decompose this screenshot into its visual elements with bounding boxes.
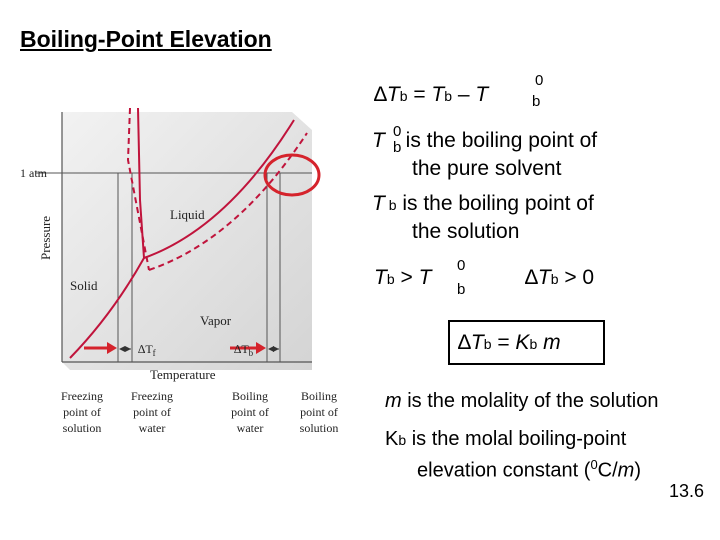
def-tb0-line1: T is the boiling point of xyxy=(372,129,598,152)
eq1-zero-sup: 0 xyxy=(535,72,544,89)
def-tb0-line2: the pure solvent xyxy=(412,157,562,180)
def1-zero-sup: 0 xyxy=(393,123,402,140)
svg-text:water: water xyxy=(138,421,166,435)
ineq-zero-sup: 0 xyxy=(457,257,466,274)
svg-text:solution: solution xyxy=(299,421,339,435)
svg-text:point of: point of xyxy=(63,405,101,419)
dtf-label: $\Delta T_f$ xyxy=(138,342,156,358)
delta-tb-gt-zero: ∆Tb > 0 xyxy=(525,266,595,289)
svg-text:Boiling: Boiling xyxy=(231,389,269,403)
svg-text:solution: solution xyxy=(62,421,102,435)
svg-text:Freezing: Freezing xyxy=(61,389,103,403)
molality-definition: m is the molality of the solution xyxy=(385,390,659,412)
delta-tb-equation: ∆Tb = Tb – T xyxy=(374,83,489,106)
svg-text:Freezing: Freezing xyxy=(131,389,173,403)
svg-text:water: water xyxy=(236,421,264,435)
svg-text:point of: point of xyxy=(231,405,269,419)
svg-text:point of: point of xyxy=(300,405,338,419)
def-tb-line1: T b is the boiling point of xyxy=(372,192,594,215)
vapor-label: Vapor xyxy=(200,313,232,328)
kb-formula: ∆Tb = Kb m xyxy=(458,331,561,354)
liquid-label: Liquid xyxy=(170,207,205,222)
tb-gt-tb0: Tb > T xyxy=(374,266,432,289)
one-atm-label: 1 atm xyxy=(20,166,47,180)
phase-diagram xyxy=(12,100,352,440)
slide-title: Boiling-Point Elevation xyxy=(20,26,272,52)
kb-definition-line1: Kb is the molal boiling-point xyxy=(385,428,627,450)
ineq-b-sub: b xyxy=(457,281,466,298)
svg-text:point of: point of xyxy=(133,405,171,419)
eq1-b-sub: b xyxy=(532,93,541,110)
temperature-axis-label: Temperature xyxy=(150,367,216,382)
boiling-point-water-label xyxy=(231,389,269,435)
kb-definition-line2: elevation constant ($^0$C/m) xyxy=(417,457,642,482)
freezing-point-solution-label xyxy=(61,389,103,435)
boiling-point-solution-label xyxy=(300,389,339,435)
svg-text:Boiling: Boiling xyxy=(300,389,338,403)
def1-b-sub: b xyxy=(393,139,402,156)
dtb-label: $\Delta T_b$ xyxy=(234,342,254,358)
solid-label: Solid xyxy=(70,278,98,293)
page-number: 13.6 xyxy=(668,481,704,501)
pressure-axis-label: Pressure xyxy=(38,215,53,260)
def-tb-line2: the solution xyxy=(412,220,520,243)
